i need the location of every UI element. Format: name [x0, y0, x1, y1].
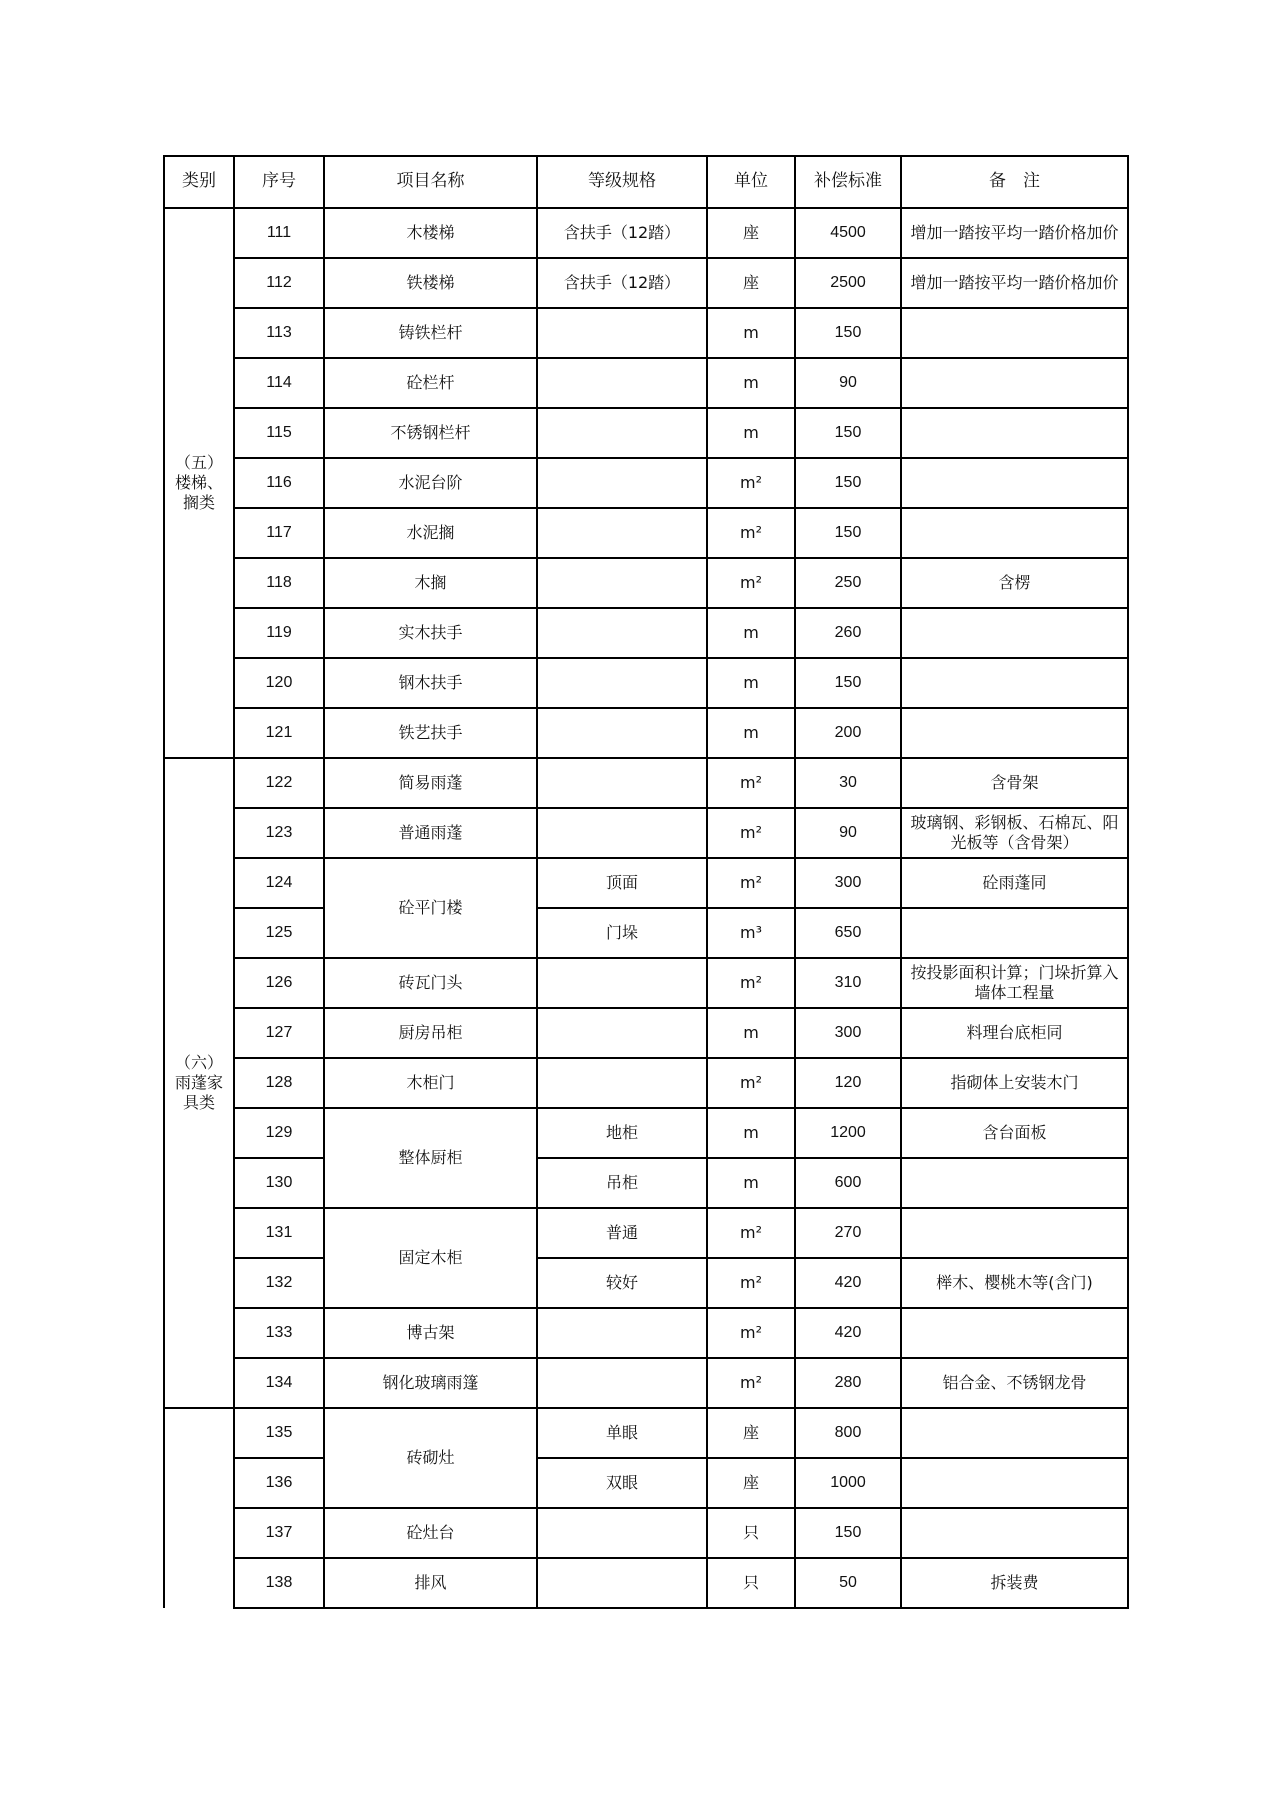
- spec-cell: 单眼: [537, 1408, 707, 1458]
- spec-cell: 普通: [537, 1208, 707, 1258]
- serial-cell: 111: [234, 208, 324, 258]
- item-name-cell: 不锈钢栏杆: [324, 408, 537, 458]
- header-unit: 单位: [707, 156, 795, 208]
- serial-cell: 133: [234, 1308, 324, 1358]
- price-cell: 150: [795, 308, 901, 358]
- note-cell: 含台面板: [901, 1108, 1128, 1158]
- unit-cell: m²: [707, 1058, 795, 1108]
- note-cell: [901, 308, 1128, 358]
- table-row: [164, 758, 1128, 808]
- spec-cell: [537, 958, 707, 1008]
- note-cell: [901, 908, 1128, 958]
- spec-cell: [537, 708, 707, 758]
- item-name-cell: 铁楼梯: [324, 258, 537, 308]
- table-row: [164, 958, 1128, 1008]
- serial-cell: 122: [234, 758, 324, 808]
- serial-cell: 124: [234, 858, 324, 908]
- price-cell: 2500: [795, 258, 901, 308]
- item-name-cell: 整体厨柜: [324, 1108, 537, 1208]
- price-cell: 150: [795, 658, 901, 708]
- price-cell: 90: [795, 358, 901, 408]
- table-row: [164, 858, 1128, 908]
- table-row: [164, 1008, 1128, 1058]
- spec-cell: [537, 508, 707, 558]
- table-row: [164, 1208, 1128, 1258]
- price-cell: 150: [795, 458, 901, 508]
- serial-cell: 136: [234, 1458, 324, 1508]
- item-name-cell: 水泥台阶: [324, 458, 537, 508]
- note-cell: [901, 1508, 1128, 1558]
- serial-cell: 113: [234, 308, 324, 358]
- header-item-name: 项目名称: [324, 156, 537, 208]
- spec-cell: [537, 658, 707, 708]
- item-name-cell: 砖砌灶: [324, 1408, 537, 1508]
- serial-cell: 138: [234, 1558, 324, 1608]
- price-cell: 300: [795, 858, 901, 908]
- spec-cell: [537, 1008, 707, 1058]
- unit-cell: m²: [707, 1258, 795, 1308]
- header-category: 类别: [164, 156, 234, 208]
- price-cell: 4500: [795, 208, 901, 258]
- serial-cell: 137: [234, 1508, 324, 1558]
- serial-cell: 117: [234, 508, 324, 558]
- unit-cell: m: [707, 708, 795, 758]
- item-name-cell: 实木扶手: [324, 608, 537, 658]
- spec-cell: 顶面: [537, 858, 707, 908]
- serial-cell: 129: [234, 1108, 324, 1158]
- price-cell: 30: [795, 758, 901, 808]
- note-cell: [901, 358, 1128, 408]
- unit-cell: m²: [707, 558, 795, 608]
- spec-cell: 门垛: [537, 908, 707, 958]
- unit-cell: m: [707, 358, 795, 408]
- item-name-cell: 厨房吊柜: [324, 1008, 537, 1058]
- spec-cell: [537, 1508, 707, 1558]
- unit-cell: m: [707, 658, 795, 708]
- serial-cell: 114: [234, 358, 324, 408]
- table-row: [164, 608, 1128, 658]
- table-row: [164, 208, 1128, 258]
- category-cell-seven: [164, 1408, 234, 1608]
- unit-cell: m²: [707, 1308, 795, 1358]
- note-cell: [901, 708, 1128, 758]
- price-cell: 300: [795, 1008, 901, 1058]
- price-cell: 800: [795, 1408, 901, 1458]
- serial-cell: 120: [234, 658, 324, 708]
- unit-cell: m: [707, 1008, 795, 1058]
- unit-cell: m: [707, 1108, 795, 1158]
- price-cell: 50: [795, 1558, 901, 1608]
- note-cell: 按投影面积计算；门垛折算入墙体工程量: [901, 958, 1128, 1008]
- table-row: [164, 1458, 1128, 1508]
- item-name-cell: 木柜门: [324, 1058, 537, 1108]
- spec-cell: [537, 758, 707, 808]
- table-row: [164, 1408, 1128, 1458]
- note-cell: 玻璃钢、彩钢板、石棉瓦、阳光板等（含骨架）: [901, 808, 1128, 858]
- item-name-cell: 博古架: [324, 1308, 537, 1358]
- table-row: [164, 1308, 1128, 1358]
- unit-cell: m²: [707, 1358, 795, 1408]
- note-cell: [901, 1408, 1128, 1458]
- unit-cell: m: [707, 608, 795, 658]
- table-row: [164, 308, 1128, 358]
- serial-cell: 131: [234, 1208, 324, 1258]
- price-cell: 280: [795, 1358, 901, 1408]
- item-name-cell: 铸铁栏杆: [324, 308, 537, 358]
- table-row: [164, 908, 1128, 958]
- item-name-cell: 砼灶台: [324, 1508, 537, 1558]
- price-cell: 120: [795, 1058, 901, 1108]
- unit-cell: m: [707, 1158, 795, 1208]
- serial-cell: 115: [234, 408, 324, 458]
- spec-cell: 含扶手（12踏）: [537, 258, 707, 308]
- item-name-cell: 砖瓦门头: [324, 958, 537, 1008]
- note-cell: 含骨架: [901, 758, 1128, 808]
- item-name-cell: 木楼梯: [324, 208, 537, 258]
- serial-cell: 125: [234, 908, 324, 958]
- spec-cell: 较好: [537, 1258, 707, 1308]
- spec-cell: 地柜: [537, 1108, 707, 1158]
- note-cell: [901, 458, 1128, 508]
- serial-cell: 121: [234, 708, 324, 758]
- note-cell: [901, 508, 1128, 558]
- unit-cell: m: [707, 308, 795, 358]
- unit-cell: 座: [707, 1408, 795, 1458]
- note-cell: [901, 1308, 1128, 1358]
- item-name-cell: 排风: [324, 1558, 537, 1608]
- price-cell: 420: [795, 1258, 901, 1308]
- table-row: [164, 808, 1128, 858]
- price-cell: 250: [795, 558, 901, 608]
- price-cell: 150: [795, 508, 901, 558]
- spec-cell: 吊柜: [537, 1158, 707, 1208]
- spec-cell: [537, 1558, 707, 1608]
- item-name-cell: 铁艺扶手: [324, 708, 537, 758]
- unit-cell: 只: [707, 1508, 795, 1558]
- unit-cell: m²: [707, 758, 795, 808]
- item-name-cell: 砼平门楼: [324, 858, 537, 958]
- table-row: [164, 1058, 1128, 1108]
- note-cell: 增加一踏按平均一踏价格加价: [901, 258, 1128, 308]
- header-spec: 等级规格: [537, 156, 707, 208]
- unit-cell: m²: [707, 508, 795, 558]
- serial-cell: 128: [234, 1058, 324, 1108]
- item-name-cell: 砼栏杆: [324, 358, 537, 408]
- serial-cell: 119: [234, 608, 324, 658]
- note-cell: 榉木、樱桃木等(含门): [901, 1258, 1128, 1308]
- table-header-row: [164, 156, 1128, 208]
- note-cell: [901, 1458, 1128, 1508]
- item-name-cell: 简易雨蓬: [324, 758, 537, 808]
- table-row: [164, 1158, 1128, 1208]
- item-name-cell: 木搁: [324, 558, 537, 608]
- price-cell: 200: [795, 708, 901, 758]
- table-row: [164, 1258, 1128, 1308]
- spec-cell: [537, 808, 707, 858]
- table-row: [164, 1558, 1128, 1608]
- table-row: [164, 1108, 1128, 1158]
- table-row: [164, 408, 1128, 458]
- price-cell: 270: [795, 1208, 901, 1258]
- item-name-cell: 钢木扶手: [324, 658, 537, 708]
- unit-cell: m²: [707, 958, 795, 1008]
- price-cell: 650: [795, 908, 901, 958]
- serial-cell: 118: [234, 558, 324, 608]
- price-cell: 1200: [795, 1108, 901, 1158]
- serial-cell: 134: [234, 1358, 324, 1408]
- table-row: [164, 558, 1128, 608]
- table-row: [164, 708, 1128, 758]
- spec-cell: [537, 1308, 707, 1358]
- spec-cell: 双眼: [537, 1458, 707, 1508]
- note-cell: 增加一踏按平均一踏价格加价: [901, 208, 1128, 258]
- spec-cell: [537, 608, 707, 658]
- note-cell: 料理台底柜同: [901, 1008, 1128, 1058]
- header-serial: 序号: [234, 156, 324, 208]
- note-cell: 指砌体上安装木门: [901, 1058, 1128, 1108]
- unit-cell: m: [707, 408, 795, 458]
- header-note: 备 注: [901, 156, 1128, 208]
- table-row: [164, 1358, 1128, 1408]
- spec-cell: 含扶手（12踏）: [537, 208, 707, 258]
- spec-cell: [537, 308, 707, 358]
- price-cell: 90: [795, 808, 901, 858]
- price-cell: 150: [795, 408, 901, 458]
- price-cell: 150: [795, 1508, 901, 1558]
- serial-cell: 130: [234, 1158, 324, 1208]
- spec-cell: [537, 1058, 707, 1108]
- item-name-cell: 水泥搁: [324, 508, 537, 558]
- note-cell: [901, 408, 1128, 458]
- price-cell: 600: [795, 1158, 901, 1208]
- spec-cell: [537, 458, 707, 508]
- serial-cell: 112: [234, 258, 324, 308]
- unit-cell: m²: [707, 458, 795, 508]
- price-cell: 1000: [795, 1458, 901, 1508]
- note-cell: [901, 608, 1128, 658]
- unit-cell: m³: [707, 908, 795, 958]
- unit-cell: 只: [707, 1558, 795, 1608]
- serial-cell: 132: [234, 1258, 324, 1308]
- unit-cell: 座: [707, 1458, 795, 1508]
- note-cell: 含楞: [901, 558, 1128, 608]
- price-cell: 310: [795, 958, 901, 1008]
- note-cell: [901, 1158, 1128, 1208]
- serial-cell: 116: [234, 458, 324, 508]
- unit-cell: 座: [707, 258, 795, 308]
- category-cell-six: （六）雨蓬家具类: [164, 758, 234, 1408]
- price-cell: 420: [795, 1308, 901, 1358]
- spec-cell: [537, 1358, 707, 1408]
- note-cell: [901, 658, 1128, 708]
- spec-cell: [537, 408, 707, 458]
- table-row: [164, 1508, 1128, 1558]
- unit-cell: m²: [707, 1208, 795, 1258]
- table-row: [164, 508, 1128, 558]
- table-row: [164, 458, 1128, 508]
- spec-cell: [537, 358, 707, 408]
- item-name-cell: 固定木柜: [324, 1208, 537, 1308]
- table-row: [164, 658, 1128, 708]
- serial-cell: 123: [234, 808, 324, 858]
- header-price: 补偿标准: [795, 156, 901, 208]
- note-cell: 拆装费: [901, 1558, 1128, 1608]
- item-name-cell: 普通雨蓬: [324, 808, 537, 858]
- item-name-cell: 钢化玻璃雨篷: [324, 1358, 537, 1408]
- table-row: [164, 358, 1128, 408]
- price-cell: 260: [795, 608, 901, 658]
- note-cell: [901, 1208, 1128, 1258]
- compensation-table: [163, 155, 1129, 1609]
- note-cell: 铝合金、不锈钢龙骨: [901, 1358, 1128, 1408]
- spec-cell: [537, 558, 707, 608]
- category-cell-five: （五）楼梯、搁类: [164, 208, 234, 758]
- note-cell: 砼雨蓬同: [901, 858, 1128, 908]
- unit-cell: m²: [707, 858, 795, 908]
- unit-cell: m²: [707, 808, 795, 858]
- serial-cell: 126: [234, 958, 324, 1008]
- unit-cell: 座: [707, 208, 795, 258]
- serial-cell: 127: [234, 1008, 324, 1058]
- serial-cell: 135: [234, 1408, 324, 1458]
- table-row: [164, 258, 1128, 308]
